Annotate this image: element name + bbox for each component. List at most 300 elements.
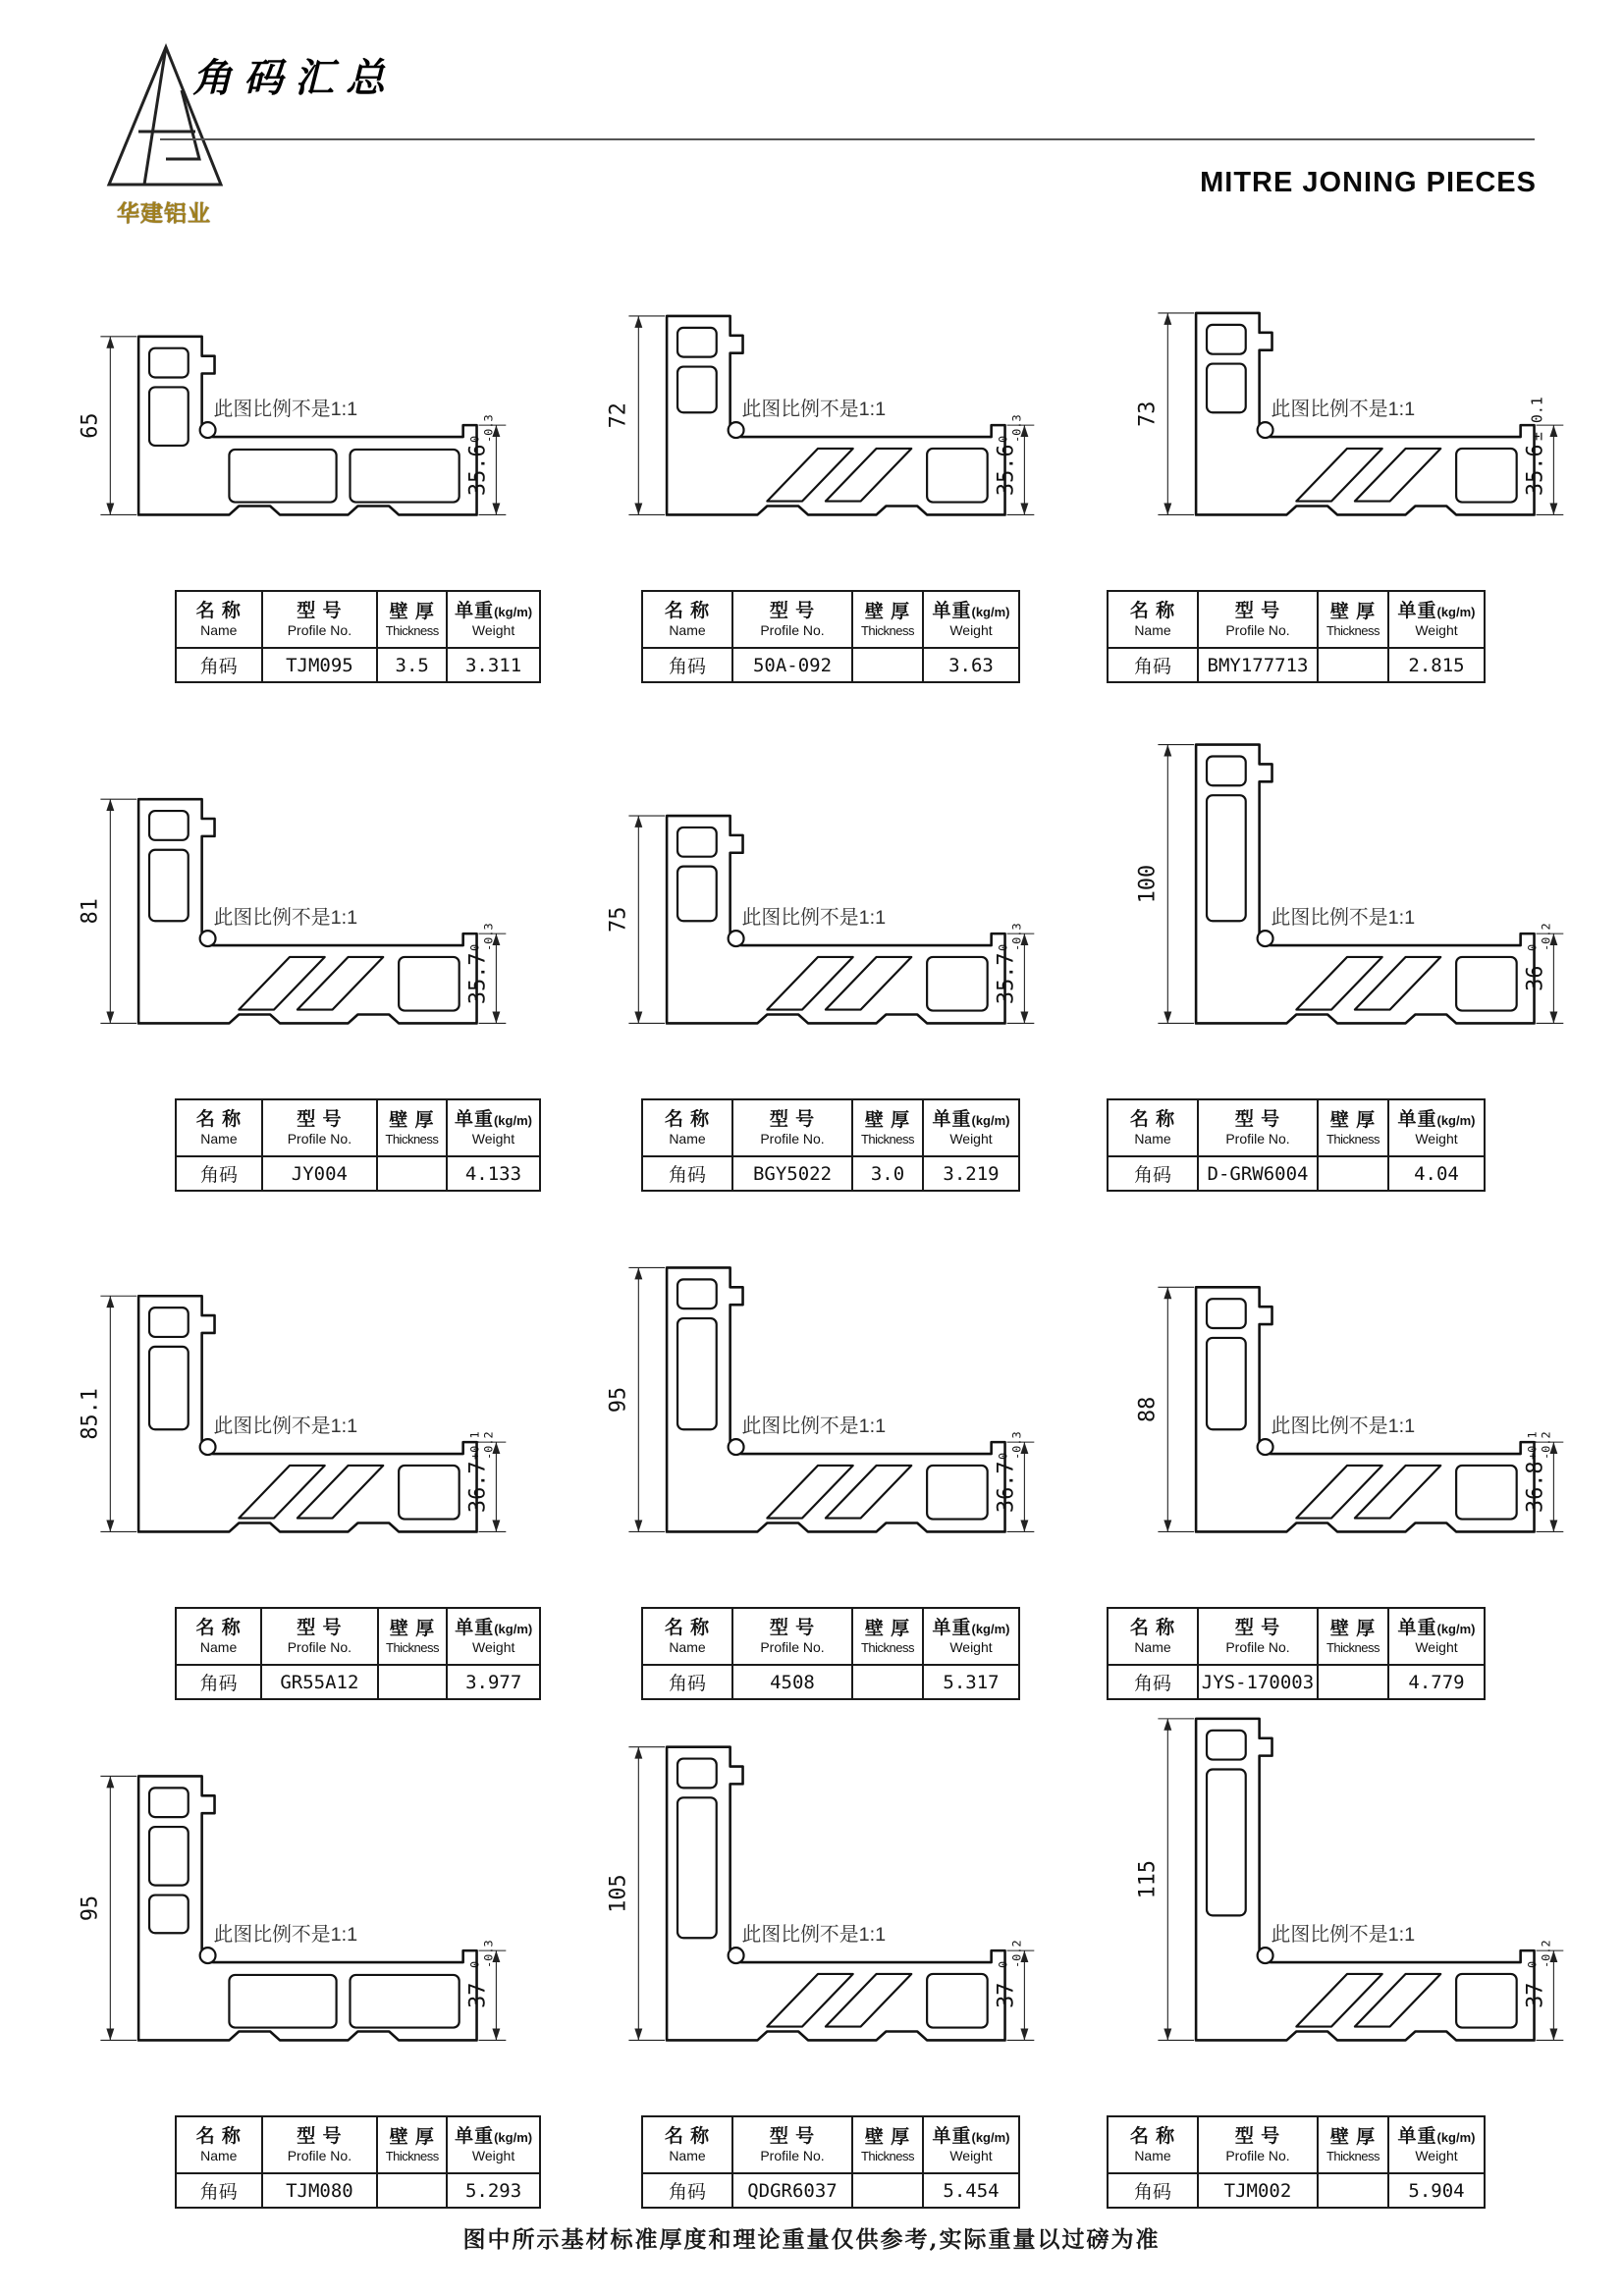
svg-text:35.6: 35.6	[1523, 444, 1548, 497]
scale-note: 此图比例不是1:1	[213, 907, 358, 930]
svg-text:72: 72	[606, 402, 631, 429]
header-name-cn: 名 称	[1129, 1618, 1176, 1639]
scale-note: 此图比例不是1:1	[213, 1924, 358, 1947]
svg-text:-0.2: -0.2	[1539, 1431, 1553, 1460]
spec-table	[1107, 1098, 1486, 1192]
profile-drawing	[54, 687, 541, 1087]
header-thickness-en: Thickness	[860, 1639, 915, 1655]
header-weight-cell	[923, 1608, 1019, 1665]
weight-value: 5.454	[923, 2173, 1019, 2208]
header-profile-cell	[732, 2116, 852, 2173]
header-thickness-cn: 壁 厚	[864, 2126, 911, 2148]
header-weight-cn: 单重	[455, 2126, 495, 2148]
svg-text:95: 95	[78, 1895, 103, 1922]
header-thickness-cell	[377, 2116, 447, 2173]
header-profile-cn: 型 号	[1234, 601, 1281, 622]
header-name-en: Name	[1134, 2148, 1171, 2164]
header-weight-en: Weight	[472, 1639, 515, 1656]
header-name-cn: 名 称	[1129, 1109, 1176, 1131]
header-weight-cell	[923, 1099, 1019, 1156]
weight-value: 3.63	[923, 648, 1019, 682]
header-profile-en: Profile No.	[287, 622, 352, 639]
header-name-cn: 名 称	[195, 2126, 242, 2148]
header-thickness-en: Thickness	[1325, 622, 1380, 638]
header-name-cn: 名 称	[195, 601, 242, 622]
name-value: 角码	[642, 2173, 732, 2208]
header-thickness-cell	[1318, 1099, 1388, 1156]
header-name-cell	[642, 2116, 732, 2173]
weight-value: 5.904	[1388, 2173, 1485, 2208]
svg-text:100: 100	[1135, 864, 1161, 904]
svg-text:36.8: 36.8	[1523, 1461, 1548, 1514]
svg-text:36: 36	[1523, 965, 1548, 991]
header-weight-cn: 单重	[932, 1618, 972, 1639]
header-weight-en: Weight	[949, 1639, 993, 1656]
header-weight-cell	[447, 2116, 540, 2173]
profile-cell	[541, 1196, 1082, 1704]
header-profile-cn: 型 号	[1234, 2126, 1281, 2148]
header-weight-cn: 单重	[454, 1109, 494, 1131]
header-thickness-en: Thickness	[860, 622, 915, 638]
header-weight-cn: 单重	[932, 1109, 972, 1131]
spec-table	[1107, 590, 1486, 683]
thickness-value	[1318, 1156, 1388, 1191]
scale-note: 此图比例不是1:1	[741, 1924, 887, 1947]
thickness-value	[852, 648, 923, 682]
header-name-cn: 名 称	[664, 1618, 711, 1639]
spec-table	[641, 590, 1020, 683]
spec-table	[641, 2115, 1020, 2209]
header-thickness-cell	[1318, 2116, 1388, 2173]
header-thickness-en: Thickness	[385, 1131, 439, 1147]
svg-text:-0.2: -0.2	[1009, 1940, 1024, 1968]
header-weight-unit: (kg/m)	[1436, 2130, 1476, 2146]
profile-drawing	[54, 1704, 541, 2104]
profile-drawing	[1111, 687, 1623, 1087]
profile-cell	[0, 179, 541, 687]
svg-text:36.7: 36.7	[994, 1461, 1019, 1514]
header-name-en: Name	[669, 622, 706, 639]
header-profile-en: Profile No.	[760, 1639, 825, 1656]
header-weight-unit: (kg/m)	[493, 1113, 532, 1129]
header-profile-cn: 型 号	[769, 1618, 816, 1639]
thickness-value: 3.0	[852, 1156, 923, 1191]
svg-text:0: 0	[1525, 943, 1540, 951]
scale-note: 此图比例不是1:1	[1271, 1924, 1416, 1947]
header-thickness-cn: 壁 厚	[389, 1109, 435, 1131]
header-profile-cell	[262, 1099, 377, 1156]
header-weight-unit: (kg/m)	[971, 2130, 1010, 2146]
weight-value: 4.779	[1388, 1665, 1485, 1699]
profile-drawing	[1111, 179, 1623, 578]
header-thickness-en: Thickness	[385, 2148, 439, 2163]
header-name-cell	[642, 591, 732, 648]
svg-text:81: 81	[78, 898, 103, 925]
weight-value: 4.133	[447, 1156, 540, 1191]
svg-text:35.6: 35.6	[994, 444, 1019, 497]
name-value: 角码	[176, 1156, 262, 1191]
header-thickness-cn: 壁 厚	[1329, 601, 1377, 622]
scale-note: 此图比例不是1:1	[741, 907, 887, 930]
header-profile-cell	[261, 1608, 377, 1665]
header-profile-en: Profile No.	[1225, 1639, 1290, 1656]
profile-cell	[0, 1196, 541, 1704]
header-profile-en: Profile No.	[1225, 2148, 1290, 2164]
header-thickness-cn: 壁 厚	[1329, 2126, 1377, 2148]
name-value: 角码	[642, 648, 732, 682]
header-thickness-cn: 壁 厚	[389, 601, 435, 622]
svg-text:36.7: 36.7	[465, 1461, 491, 1514]
header-profile-en: Profile No.	[760, 1131, 825, 1148]
scale-note: 此图比例不是1:1	[1271, 1415, 1416, 1438]
svg-text:0: 0	[996, 1452, 1010, 1460]
profile-no-value: 4508	[732, 1665, 852, 1699]
name-value: 角码	[1108, 2173, 1198, 2208]
profile-cell	[541, 179, 1082, 687]
header-profile-cell	[1198, 2116, 1318, 2173]
name-value: 角码	[1108, 1665, 1198, 1699]
profile-no-value: BMY177713	[1198, 648, 1318, 682]
header-weight-unit: (kg/m)	[494, 605, 533, 620]
header-weight-en: Weight	[1415, 1131, 1458, 1148]
header-profile-cell	[732, 591, 852, 648]
thickness-value	[377, 2173, 447, 2208]
profile-cell	[1082, 1196, 1623, 1704]
header-name-cn: 名 称	[664, 2126, 711, 2148]
header-name-cn: 名 称	[664, 1109, 711, 1131]
header-weight-cell	[447, 1608, 540, 1665]
weight-value: 5.293	[447, 2173, 540, 2208]
header-thickness-cn: 壁 厚	[389, 2126, 435, 2148]
header-weight-cell	[447, 1099, 540, 1156]
header-weight-en: Weight	[471, 1131, 515, 1148]
header-weight-unit: (kg/m)	[971, 1622, 1010, 1637]
header-profile-cell	[1198, 1608, 1318, 1665]
page-title: 角码汇总	[192, 55, 397, 101]
thickness-value	[1318, 648, 1388, 682]
header-thickness-cell	[852, 2116, 923, 2173]
weight-value: 2.815	[1388, 648, 1485, 682]
svg-text:-0.3: -0.3	[1009, 414, 1024, 443]
header-weight-cell	[1388, 1099, 1485, 1156]
header-name-cell	[1108, 591, 1198, 648]
spec-table	[175, 1098, 541, 1192]
header-name-cell	[1108, 1608, 1198, 1665]
header-weight-en: Weight	[471, 2148, 515, 2164]
header-weight-cell	[923, 591, 1019, 648]
header-profile-cell	[262, 2116, 378, 2173]
svg-text:115: 115	[1135, 1859, 1161, 1899]
header-profile-en: Profile No.	[1225, 1131, 1290, 1148]
header-weight-cn: 单重	[932, 601, 972, 622]
svg-text:95: 95	[606, 1386, 631, 1414]
header-weight-en: Weight	[949, 2148, 993, 2164]
header-name-cn: 名 称	[1129, 601, 1176, 622]
spec-table	[1107, 2115, 1486, 2209]
spec-table	[175, 1607, 541, 1700]
svg-text:0: 0	[996, 943, 1010, 951]
header-weight-unit: (kg/m)	[494, 2130, 533, 2146]
header-thickness-en: Thickness	[1325, 1639, 1380, 1655]
profile-no-value: GR55A12	[261, 1665, 377, 1699]
header-thickness-cn: 壁 厚	[389, 1618, 436, 1639]
header-weight-cn: 单重	[1397, 2126, 1437, 2148]
header-thickness-cn: 壁 厚	[1329, 1109, 1377, 1131]
header-name-en: Name	[1134, 622, 1171, 639]
header-weight-cn: 单重	[455, 1618, 495, 1639]
weight-value: 5.317	[923, 1665, 1019, 1699]
svg-text:-0.3: -0.3	[481, 1940, 496, 1968]
profile-no-value: TJM095	[262, 648, 378, 682]
profile-drawing	[582, 687, 1082, 1087]
header-weight-unit: (kg/m)	[971, 605, 1010, 620]
profile-no-value: JYS-170003	[1198, 1665, 1318, 1699]
name-value: 角码	[1108, 648, 1198, 682]
svg-text:-0.2: -0.2	[1539, 923, 1553, 951]
header-name-cell	[176, 1099, 262, 1156]
svg-text:37: 37	[465, 1982, 491, 2008]
spec-table	[175, 590, 541, 683]
header-profile-en: Profile No.	[287, 1131, 352, 1148]
svg-text:105: 105	[606, 1874, 631, 1913]
profile-drawing	[1111, 1704, 1623, 2104]
profile-drawing	[54, 179, 541, 578]
header-name-cell	[642, 1608, 732, 1665]
header-profile-cn: 型 号	[769, 2126, 816, 2148]
header-profile-en: Profile No.	[1225, 622, 1290, 639]
header-profile-cn: 型 号	[297, 1109, 343, 1131]
profile-drawing	[582, 179, 1082, 578]
header-name-cn: 名 称	[195, 1618, 242, 1639]
svg-text:0: 0	[996, 435, 1010, 443]
svg-text:35.7: 35.7	[994, 952, 1019, 1005]
header-thickness-cell	[852, 591, 923, 648]
header-name-en: Name	[199, 1639, 238, 1656]
header-weight-en: Weight	[1415, 1639, 1458, 1656]
thickness-value	[378, 1665, 448, 1699]
header-thickness-cell	[852, 1608, 923, 1665]
thickness-value	[852, 1665, 923, 1699]
header-weight-unit: (kg/m)	[494, 1622, 533, 1637]
header-weight-en: Weight	[949, 622, 993, 639]
profiles-grid	[0, 179, 1623, 2213]
header-weight-en: Weight	[949, 1131, 993, 1148]
scale-note: 此图比例不是1:1	[213, 1415, 358, 1438]
profile-cell	[0, 1704, 541, 2213]
header-weight-en: Weight	[471, 622, 515, 639]
header-thickness-en: Thickness	[860, 1131, 915, 1147]
header-weight-cell	[1388, 2116, 1485, 2173]
header-profile-cn: 型 号	[769, 601, 816, 622]
scale-note: 此图比例不是1:1	[1271, 907, 1416, 930]
header-name-en: Name	[200, 2148, 238, 2164]
header-thickness-cn: 壁 厚	[864, 1109, 911, 1131]
header-name-cn: 名 称	[1129, 2126, 1176, 2148]
svg-text:37: 37	[1523, 1982, 1548, 2008]
svg-text:-0.3: -0.3	[481, 414, 496, 443]
header-weight-unit: (kg/m)	[971, 1113, 1010, 1129]
profile-no-value: JY004	[262, 1156, 377, 1191]
header-profile-en: Profile No.	[287, 1639, 352, 1656]
profile-cell	[541, 1704, 1082, 2213]
svg-text:0: 0	[996, 1960, 1010, 1968]
name-value: 角码	[1108, 1156, 1198, 1191]
profile-drawing	[582, 1196, 1082, 1595]
header-name-cell	[176, 1608, 261, 1665]
header-weight-cn: 单重	[932, 2126, 972, 2148]
spec-table	[175, 2115, 541, 2209]
profile-cell	[0, 687, 541, 1196]
header-thickness-cell	[1318, 1608, 1388, 1665]
weight-value: 4.04	[1388, 1156, 1485, 1191]
header-thickness-cell	[378, 1608, 448, 1665]
scale-note: 此图比例不是1:1	[1271, 399, 1416, 421]
header-name-en: Name	[669, 2148, 706, 2164]
svg-text:73: 73	[1135, 400, 1161, 427]
header-name-cell	[642, 1099, 732, 1156]
header-profile-en: Profile No.	[760, 2148, 825, 2164]
name-value: 角码	[642, 1156, 732, 1191]
profile-drawing	[54, 1196, 541, 1595]
svg-text:-0.3: -0.3	[1009, 1431, 1024, 1460]
header-name-cn: 名 称	[664, 601, 711, 622]
weight-value: 3.977	[447, 1665, 540, 1699]
thickness-value: 3.5	[377, 648, 447, 682]
svg-text:-0.2: -0.2	[481, 1431, 496, 1460]
profile-no-value: D-GRW6004	[1198, 1156, 1318, 1191]
profile-cell	[541, 687, 1082, 1196]
svg-text:-0.2: -0.2	[1539, 1940, 1553, 1968]
svg-text:+0.1: +0.1	[467, 1431, 482, 1460]
header-weight-unit: (kg/m)	[1436, 1622, 1476, 1637]
profile-cell	[1082, 179, 1623, 687]
header-thickness-cell	[1318, 591, 1388, 648]
spec-table	[641, 1098, 1020, 1192]
header-name-cell	[176, 2116, 262, 2173]
header-profile-cn: 型 号	[297, 1618, 343, 1639]
profile-cell	[1082, 687, 1623, 1196]
thickness-value	[1318, 1665, 1388, 1699]
header-profile-cn: 型 号	[769, 1109, 816, 1131]
profile-no-value: TJM002	[1198, 2173, 1318, 2208]
spec-table	[641, 1607, 1020, 1700]
thickness-value	[852, 2173, 923, 2208]
header-profile-cell	[1198, 591, 1318, 648]
header-name-en: Name	[669, 1639, 706, 1656]
page-subtitle: MITRE JONING PIECES	[1200, 167, 1537, 198]
header-name-en: Name	[1134, 1131, 1171, 1148]
header-weight-cn: 单重	[455, 601, 495, 622]
header-name-cell	[176, 591, 262, 648]
company-name: 华建铝业	[117, 200, 211, 226]
header-weight-en: Weight	[1415, 622, 1458, 639]
svg-text:-0.3: -0.3	[481, 923, 496, 951]
header-name-en: Name	[1134, 1639, 1171, 1656]
profile-no-value: 50A-092	[732, 648, 852, 682]
header-profile-en: Profile No.	[760, 622, 825, 639]
header-weight-cn: 单重	[1397, 1109, 1437, 1131]
header-profile-cn: 型 号	[1234, 1109, 1281, 1131]
svg-text:-0.3: -0.3	[1009, 923, 1024, 951]
header-weight-cell	[447, 591, 540, 648]
header-weight-cell	[1388, 1608, 1485, 1665]
profile-no-value: TJM080	[262, 2173, 378, 2208]
svg-text:± 0.1: ± 0.1	[1528, 397, 1546, 442]
header-name-cn: 名 称	[195, 1109, 243, 1131]
spec-table	[1107, 1607, 1486, 1700]
header-weight-cell	[1388, 591, 1485, 648]
weight-value: 3.219	[923, 1156, 1019, 1191]
title-divider	[160, 138, 1535, 140]
header-thickness-en: Thickness	[1325, 2148, 1380, 2163]
svg-text:+0.1: +0.1	[1525, 1431, 1540, 1460]
name-value: 角码	[176, 2173, 262, 2208]
svg-text:0: 0	[467, 435, 482, 443]
header-thickness-cell	[377, 1099, 447, 1156]
header-name-en: Name	[200, 622, 238, 639]
weight-value: 3.311	[447, 648, 540, 682]
svg-text:75: 75	[606, 906, 631, 933]
header-thickness-cn: 壁 厚	[864, 1618, 911, 1639]
svg-text:35.7: 35.7	[465, 952, 491, 1005]
header-thickness-cn: 壁 厚	[864, 601, 911, 622]
header-thickness-cell	[852, 1099, 923, 1156]
header-name-cell	[1108, 1099, 1198, 1156]
svg-text:0: 0	[467, 1960, 482, 1968]
scale-note: 此图比例不是1:1	[741, 1415, 887, 1438]
svg-text:37: 37	[994, 1982, 1019, 2008]
scale-note: 此图比例不是1:1	[213, 399, 358, 421]
header-profile-cell	[262, 591, 378, 648]
profile-no-value: QDGR6037	[732, 2173, 852, 2208]
header-profile-cn: 型 号	[297, 601, 343, 622]
header-profile-cell	[732, 1099, 852, 1156]
name-value: 角码	[176, 648, 262, 682]
header-name-cell	[1108, 2116, 1198, 2173]
header-weight-unit: (kg/m)	[1436, 1113, 1476, 1129]
svg-text:88: 88	[1135, 1396, 1161, 1423]
scale-note: 此图比例不是1:1	[741, 399, 887, 421]
thickness-value	[1318, 2173, 1388, 2208]
svg-text:0: 0	[1525, 1960, 1540, 1968]
footer-note: 图中所示基材标准厚度和理论重量仅供参考,实际重量以过磅为准	[462, 2226, 1161, 2253]
header-thickness-en: Thickness	[385, 622, 439, 638]
name-value: 角码	[642, 1665, 732, 1699]
profile-no-value: BGY5022	[732, 1156, 852, 1191]
profile-drawing	[1111, 1196, 1623, 1595]
header-thickness-en: Thickness	[860, 2148, 915, 2163]
header-profile-cn: 型 号	[297, 2126, 343, 2148]
header-name-en: Name	[200, 1131, 238, 1148]
header-thickness-en: Thickness	[1325, 1131, 1380, 1147]
profile-drawing	[582, 1704, 1082, 2104]
header-profile-cell	[1198, 1099, 1318, 1156]
header-weight-cn: 单重	[1397, 601, 1437, 622]
header-profile-cn: 型 号	[1234, 1618, 1281, 1639]
name-value: 角码	[176, 1665, 261, 1699]
svg-text:65: 65	[78, 412, 103, 439]
header-profile-en: Profile No.	[287, 2148, 352, 2164]
header-weight-en: Weight	[1415, 2148, 1458, 2164]
header-thickness-en: Thickness	[386, 1639, 440, 1655]
header-thickness-cn: 壁 厚	[1329, 1618, 1377, 1639]
header-weight-cn: 单重	[1397, 1618, 1437, 1639]
svg-text:85.1: 85.1	[78, 1388, 103, 1440]
thickness-value	[377, 1156, 447, 1191]
header-thickness-cell	[377, 591, 447, 648]
header-weight-cell	[923, 2116, 1019, 2173]
svg-text:0: 0	[467, 943, 482, 951]
